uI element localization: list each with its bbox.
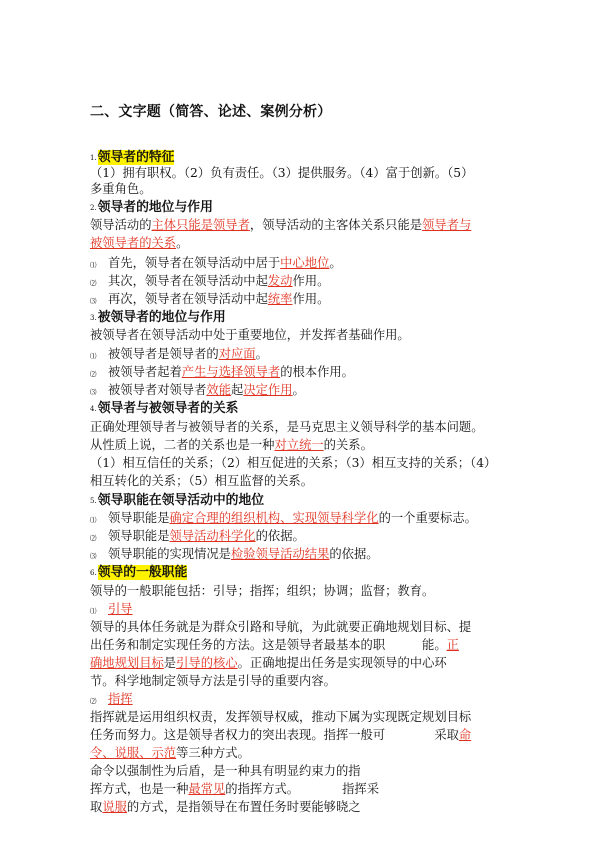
emphasis-text: 对立统一 [274,438,324,452]
text-segment: 正确处理领导者与被领导者的关系，是马克思主义领导科学的基本问题。 [90,420,484,434]
text-segment: 。正确地提出任务是实现领导的中心环 [237,656,447,670]
text-line [90,418,484,436]
text-line [90,326,410,344]
text-segment: （1）拥有职权。（2）负有责任。（3）提供服务。（4）富于创新。（5） [90,166,474,180]
text-segment: 多重角色。 [90,182,152,196]
text-line [90,290,329,310]
item-marker: ⑶ [90,552,97,560]
emphasis-text: 被领导者的关系 [90,236,177,250]
item-marker: ⑶ [90,388,97,396]
text-segment: 的根本作用。 [280,365,354,379]
text-line [90,672,336,690]
text-line [90,545,379,565]
text-line [90,600,133,620]
text-segment: 的依据。 [329,547,379,561]
text-segment: （1）相互信任的关系；（2）相互促进的关系；（3）相互支持的关系；（4） [90,456,497,470]
text-segment: 是 [163,656,177,670]
heading-number: 5. [90,497,97,505]
item-marker: ⑵ [90,697,97,705]
text-line [90,726,471,744]
emphasis-text: 发动 [267,274,293,288]
item-marker: ⑵ [90,370,97,378]
text-line [90,180,152,198]
text-segment: 领导职能是 [108,511,170,525]
text-segment: 的方式，是指领导在布置任务时要能够晓之 [126,800,361,814]
text-line [90,216,471,234]
heading-text: 领导者的地位与作用 [97,200,213,215]
emphasis-text: 产生与选择领导者 [181,365,281,379]
text-line [90,654,447,672]
text-line [90,198,213,218]
emphasis-text: 领导者与 [422,218,472,232]
text-line [90,582,434,600]
text-line [90,798,361,816]
heading-text: 被领导者的地位与作用 [97,310,226,325]
text-segment: 被领导者对领导者 [108,383,207,397]
item-marker: ⑶ [90,297,97,305]
text-segment: 作用。 [292,274,330,288]
text-segment: 指挥就是运用组织权责，发挥领导权威，推动下属为实现既定规划目标 [90,710,472,724]
text-segment: 其次，领导者在领导活动中起 [108,274,268,288]
text-segment: 的依据。 [255,529,305,543]
text-segment: 等三种方式。 [176,746,250,760]
heading-number: 2. [90,204,97,212]
text-segment: 命令以强制性为后盾，是一种具有明显约束力的指 [90,764,361,778]
text-line [90,527,305,547]
emphasis-text: 指挥 [108,692,133,706]
heading-text: 领导者的特征 [97,150,175,165]
item-marker: ⑴ [90,352,97,360]
text-line [90,399,238,419]
text-line [90,272,329,292]
text-line [90,436,373,454]
heading-text: 领导职能在领导活动中的地位 [97,493,265,508]
text-segment: 领导的具体任务就是为群众引路和导航，为此就要正确地规划目标、提 [90,620,472,634]
text-line [90,345,268,365]
text-line [90,636,459,654]
text-segment: 的关系。 [323,438,373,452]
emphasis-text: 正 [446,638,459,652]
text-segment: 任务而努力。这是领导者权力的突出表现。指挥一般可 采取 [90,728,459,742]
text-line [90,254,342,274]
emphasis-text: 引导的核心 [176,656,238,670]
text-segment: 节。科学地制定领导方法是引导的重要内容。 [90,674,336,688]
item-marker: ⑴ [90,607,97,615]
text-segment: 从性质上说，二者的关系也是一种 [90,438,275,452]
text-line [90,618,471,636]
heading-number: 4. [90,405,97,413]
text-line [90,234,188,252]
text-segment: 领导职能是 [108,529,170,543]
text-segment: 领导的一般职能包括：引导；指挥；组织；协调；监督；教育。 [90,584,435,598]
emphasis-text: 决定作用 [243,383,293,397]
text-segment: 的一个重要标志。 [378,511,477,525]
emphasis-text: 检验领导活动结果 [230,547,330,561]
text-line [90,308,226,328]
emphasis-text: 统率 [267,292,293,306]
heading-text: 领导的一般职能 [97,565,188,580]
text-segment: ，领导活动的主客体关系只能是 [249,218,423,232]
text-line [90,690,133,710]
heading-text: 领导者与被领导者的关系 [97,401,239,416]
emphasis-text: 说服 [102,800,127,814]
emphasis-text: 最常见 [188,782,226,796]
item-marker: ⑴ [90,261,97,269]
text-segment: 出任务和制定实现任务的方法。这是领导者最基本的职 能。 [90,638,447,652]
text-line [90,491,264,511]
emphasis-text: 主体只能是领导者 [151,218,250,232]
heading-number: 1. [90,154,97,162]
emphasis-text: 对应面 [218,347,256,361]
text-segment: 被领导者是领导者的 [108,347,219,361]
text-segment: 相互转化的关系；（5）相互监督的关系。 [90,474,314,488]
heading-number: 3. [90,314,97,322]
text-segment: 作用。 [292,292,330,306]
text-line [90,363,354,383]
text-segment: 的指挥方式。 指挥采 [225,782,380,796]
heading-number: 6. [90,569,97,577]
text-line [90,780,379,798]
text-segment: 。 [329,256,342,270]
text-segment: 起 [231,383,244,397]
text-line [90,509,477,529]
emphasis-text: 中心地位 [280,256,330,270]
emphasis-text: 领导活动科学化 [169,529,256,543]
emphasis-text: 命 [458,728,472,742]
text-segment: 。 [292,383,305,397]
item-marker: ⑴ [90,516,97,524]
emphasis-text: 效能 [206,383,231,397]
text-segment: 。 [255,347,268,361]
text-line [90,381,305,401]
text-segment: 被领导者在领导活动中处于重要地位，并发挥者基础作用。 [90,328,410,342]
emphasis-text: 确地规划目标 [90,656,164,670]
text-segment: 挥方式，也是一种 [90,782,189,796]
text-line [90,744,250,762]
text-segment: 取 [90,800,103,814]
text-line [90,762,361,780]
text-segment: 。 [176,236,189,250]
text-line [90,454,496,472]
text-line [90,708,471,726]
emphasis-text: 引导 [108,602,133,616]
section-title: 二、文字题（简答、论述、案例分析） [90,104,332,120]
text-segment: 再次，领导者在领导活动中起 [108,292,268,306]
text-line [90,472,313,490]
text-segment: 领导活动的 [90,218,152,232]
text-line [90,563,187,583]
item-marker: ⑵ [90,279,97,287]
text-segment: 领导职能的实现情况是 [108,547,231,561]
text-segment: 首先，领导者在领导活动中居于 [108,256,281,270]
text-segment: 被领导者起着 [108,365,182,379]
item-marker: ⑵ [90,534,97,542]
emphasis-text: 令、说服、示范 [90,746,177,760]
emphasis-text: 确定合理的组织机构、实现领导科学化 [169,511,379,525]
